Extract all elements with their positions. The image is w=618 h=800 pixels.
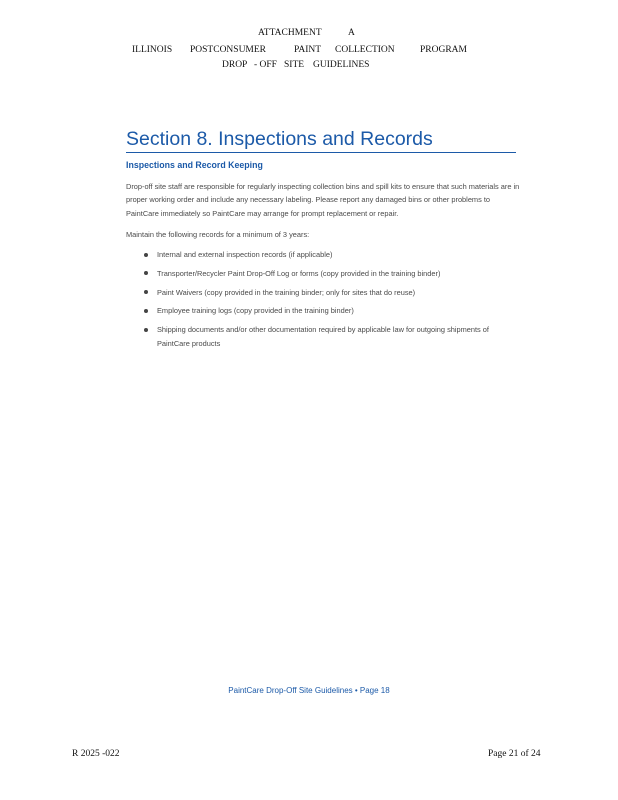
header-word-off: - OFF bbox=[254, 60, 277, 70]
bullet-icon bbox=[144, 290, 148, 294]
document-number: R 2025 -022 bbox=[72, 749, 120, 759]
header-word-program: PROGRAM bbox=[420, 45, 467, 55]
list-item bbox=[126, 248, 521, 261]
page-number: Page 21 of 24 bbox=[488, 749, 541, 759]
header-word-paint: PAINT bbox=[294, 45, 322, 55]
header-attachment-letter: A bbox=[348, 28, 355, 38]
header-attachment: ATTACHMENT bbox=[258, 28, 322, 38]
list-item bbox=[126, 304, 521, 317]
list-item bbox=[126, 323, 521, 350]
list-item bbox=[126, 286, 521, 299]
inner-page-footer: PaintCare Drop-Off Site Guidelines • Page 18 bbox=[228, 686, 390, 695]
paragraph-records-intro: Maintain the following records for a minimum of 3 years: bbox=[126, 230, 310, 239]
header-word-collection: COLLECTION bbox=[335, 45, 395, 55]
list-item-text: Shipping documents and/or other documentation required by applicable law for outgoing shipments of PaintCare products bbox=[157, 325, 489, 348]
list-item-text: Transporter/Recycler Paint Drop-Off Log or forms (copy provided in the training binder) bbox=[157, 268, 441, 278]
header-word-guidelines: GUIDELINES bbox=[313, 60, 370, 70]
list-item-text: Internal and external inspection records (if applicable) bbox=[157, 250, 333, 259]
bullet-icon bbox=[144, 328, 148, 332]
records-list bbox=[126, 248, 521, 355]
paragraph-inspection: Drop-off site staff are responsible for regularly inspecting collection bins and spill kits to ensure that such materials are in proper working order and include any necessary labeling. Please report any damaged bins or other problems to PaintCare immediately so PaintCare may arrange for prompt replacement or repair. bbox=[126, 182, 520, 218]
header-word-site: SITE bbox=[284, 60, 305, 70]
bullet-icon bbox=[144, 309, 148, 313]
section-title: Section 8. Inspections and Records bbox=[126, 128, 433, 150]
bullet-icon bbox=[144, 271, 148, 275]
header-word-drop: DROP bbox=[222, 60, 248, 70]
list-item-text: Paint Waivers (copy provided in the training binder; only for sites that do reuse) bbox=[157, 287, 416, 297]
list-item bbox=[126, 267, 521, 280]
list-item-text: Employee training logs (copy provided in the training binder) bbox=[157, 306, 354, 316]
header-word-illinois: ILLINOIS bbox=[132, 45, 173, 55]
section-divider bbox=[126, 152, 516, 153]
section-subtitle: Inspections and Record Keeping bbox=[126, 160, 263, 170]
bullet-icon bbox=[144, 253, 148, 257]
header-word-postconsumer: POSTCONSUMER bbox=[190, 45, 267, 55]
